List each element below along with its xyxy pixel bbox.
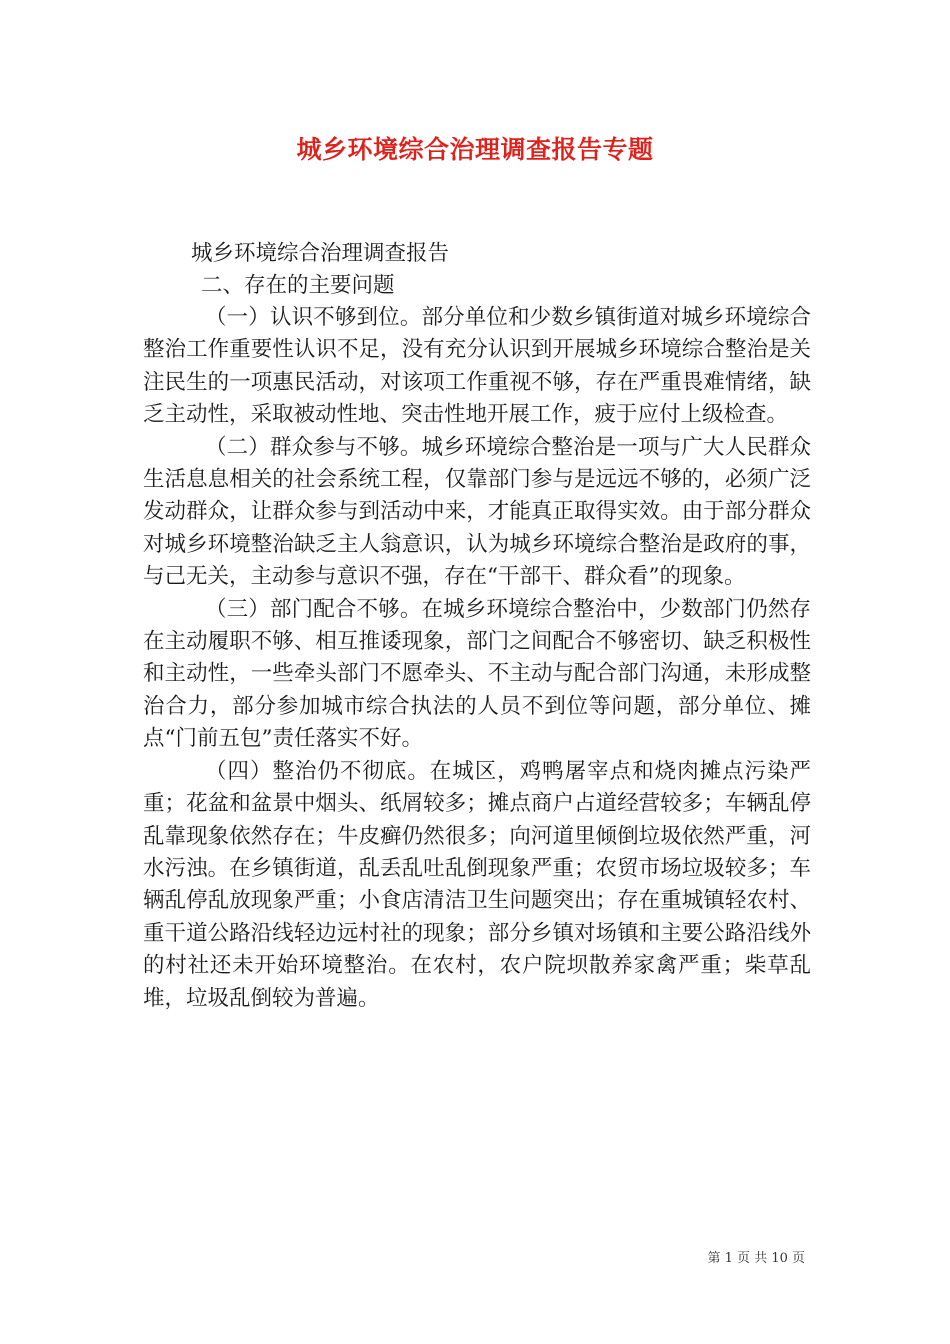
section-heading: 二、存在的主要问题 [201, 273, 395, 298]
paragraph-1: （一）认识不够到位。部分单位和少数乡镇街道对城乡环境综合整治工作重要性认识不足，没有充分认识到开展城乡环境综合整治是关注民生的一项惠民活动，对该项工作重视不够，存在严重畏难情绪，缺乏主动性，采取被动性地、突击性地开展工作，疲于应付上级检查。 [143, 305, 811, 428]
page-number: 第 1 页 共 10 页 [707, 1251, 805, 1266]
paragraph-3: （三）部门配合不够。在城乡环境综合整治中，少数部门仍然存在主动履职不够、相互推诿现象，部门之间配合不够密切、缺乏积极性和主动性，一些牵头部门不愿牵头、不主动与配合部门沟通，未形成整治合力，部分参加城市综合执法的人员不到位等问题，部分单位、摊点“门前五包”责任落实不好。 [143, 596, 811, 752]
document-title: 城乡环境综合治理调查报告专题 [296, 135, 654, 164]
paragraph-2: （二）群众参与不够。城乡环境综合整治是一项与广大人民群众生活息息相关的社会系统工程，仅靠部门参与是远远不够的，必须广泛发动群众，让群众参与到活动中来，才能真正取得实效。由于部分群众对城乡环境整治缺乏主人翁意识，认为城乡环境综合整治是政府的事，与己无关，主动参与意识不强，存在“干部干、群众看”的现象。 [143, 434, 811, 590]
paragraph-4: （四）整治仍不彻底。在城区，鸡鸭屠宰点和烧肉摊点污染严重；花盆和盆景中烟头、纸屑较多；摊点商户占道经营较多；车辆乱停乱靠现象依然存在；牛皮癣仍然很多；向河道里倾倒垃圾依然严重，河水污浊。在乡镇街道，乱丢乱吐乱倒现象严重；农贸市场垃圾较多；车辆乱停乱放现象严重；小食店清洁卫生问题突出；存在重城镇轻农村、重干道公路沿线轻边远村社的现象；部分乡镇对场镇和主要公路沿线外的村社还未开始环境整治。在农村，农户院坝散养家禽严重；柴草乱堆，垃圾乱倒较为普遍。 [143, 758, 811, 1011]
document-body [143, 238, 811, 1015]
document-subtitle: 城乡环境综合治理调查报告 [191, 241, 450, 266]
